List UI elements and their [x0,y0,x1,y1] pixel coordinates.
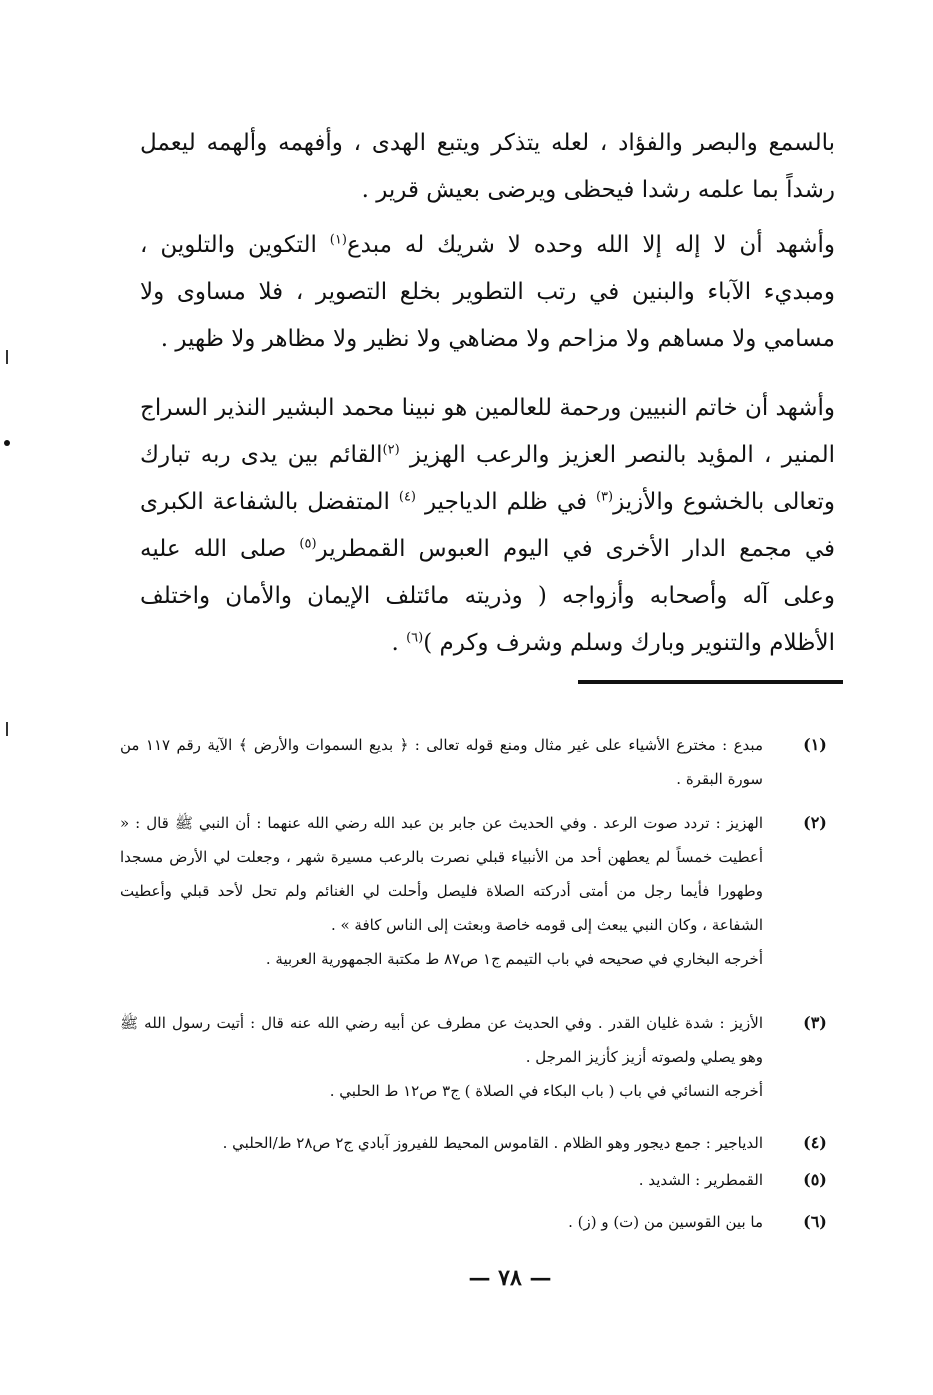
footnote-ref-6: (٦) [406,630,424,646]
footnote-line: الهزيز : تردد صوت الرعد . وفي الحديث عن جابر بن عبد الله رضي الله عنهما : أن النبي ﷺ قال : « أعطيت خمساً لم يعطهن أحد من الأنبياء قبلي نصرت بالرعب مسيرة شهر ، وجعلت لي الأرض مسجدا وطهورا فأيما رجل من أمتى أدركته الصلاة فليصل وأحلت لي الغنائم ولم تحل لأحد قبلي وأعطيت الشفاعة ، وكان النبي يبعث إلى قومه خاصة وبعثت إلى الناس كافة » . [120,814,763,934]
page-number: — ٧٨ — [468,1265,552,1291]
footnote-ref-5: (٥) [299,536,317,552]
body-paragraph-1: بالسمع والبصر والفؤاد ، لعله يتذكر ويتبع الهدى ، وأفهمه وألهمه ليعمل رشداً بما علمه رشدا فيحظى ويرضى بعيش قرير . [140,130,835,203]
footnote-separator [578,680,843,684]
footnote-text [120,806,763,976]
margin-mark [6,350,8,364]
footnote-line: ما بين القوسين من (ت) و (ز) . [568,1213,763,1231]
footnote-ref-4: (٤) [398,489,416,505]
margin-mark [6,722,8,736]
paragraph-text: صلى الله عليه وعلى آله وأصحابه وأزواجه ( وذريته مائتلف الإيمان والأمان واختلف الأظلام والتنوير وبارك وسلم وشرف وكرم ) [140,536,835,656]
footnote-ref-1: (١) [329,232,347,248]
paragraph-text: في ظلم الدياجير [416,489,596,515]
paragraph-text: القائم بين يدى ربه تبارك وتعالى بالخشوع والأزيز [140,442,835,515]
footnote-text [120,1205,763,1239]
footnote-line: الأزيز : شدة غليان القدر . وفي الحديث عن مطرف عن أبيه رضي الله عنه قال : أتيت رسول الله ﷺ وهو يصلي ولصوته أزيز كأزيز المرجل . [120,1014,763,1066]
body-paragraph-2 [140,222,835,363]
footnote-line: القمطرير : الشديد . [638,1171,763,1189]
footnote-line: مبدع : مخترع الأشياء على غير مثال ومنع قوله تعالى : ﴿ بديع السموات والأرض ﴾ الآية رقم ١١٧ من سورة البقرة . [120,736,763,788]
footnote-number: (٦) [803,1212,827,1231]
paragraph-text: المتفضل بالشفاعة الكبرى في مجمع الدار الأخرى في اليوم العبوس القمطرير [140,489,835,562]
footnote-source: أخرجه النسائي في باب ( باب البكاء في الصلاة ) ج٣ ص١٢ ط الحلبي . [329,1082,763,1100]
footnote-number: (٣) [803,1013,827,1032]
footnote-text [120,1126,763,1160]
footnote-number: (١) [803,735,827,754]
footnote-text [120,1163,763,1197]
paragraph-text: . [391,630,407,656]
footnote-ref-3: (٣) [595,489,614,505]
body-paragraph-3 [140,385,835,667]
footnote-line: الدياجير : جمع ديجور وهو الظلام . القاموس المحيط للفيروز آبادي ج٢ ص٢٨ ط/الحلبي . [222,1134,763,1152]
footnote-text [120,1006,763,1108]
footnote-text [120,728,763,796]
footnote-number: (٤) [803,1133,827,1152]
paragraph-text: التكوين والتلوين ، ومبديء الآباء والبنين في رتب التطوير بخلع التصوير ، فلا مساوى ولا مسامي ولا مساهم ولا مزاحم ولا مضاهي ولا نظير ولا مظاهر ولا ظهير . [140,232,835,352]
paragraph-text: وأشهد أن خاتم النبيين ورحمة للعالمين هو نبينا محمد البشير النذير السراج المنير ، المؤيد بالنصر العزيز والرعب الهزيز [140,395,835,468]
footnote-ref-2: (٢) [382,442,400,458]
footnote-source: أخرجه البخاري في صحيحه في باب التيمم ج١ ص٨٧ ط مكتبة الجمهورية العربية . [265,950,763,968]
footnote-number: (٥) [803,1170,827,1189]
footnote-number: (٢) [803,813,827,832]
paragraph-text: وأشهد أن لا إله إلا الله وحده لا شريك له مبدع [346,232,835,258]
margin-dot [4,440,10,446]
